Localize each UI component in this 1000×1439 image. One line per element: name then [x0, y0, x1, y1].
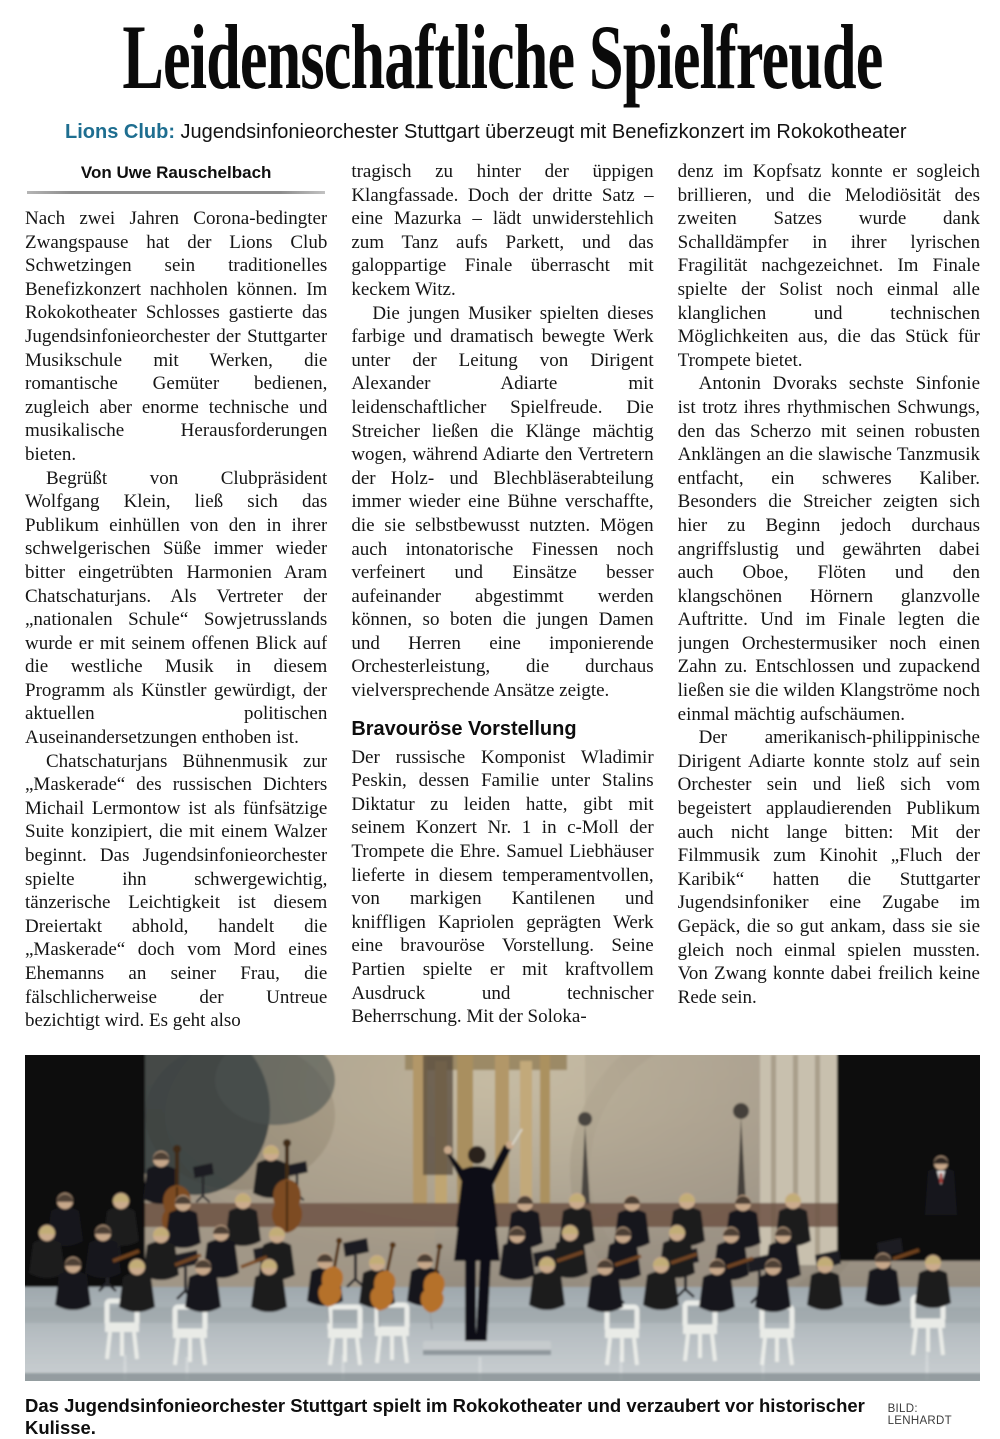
paragraph: Chatschaturjans Bühnenmusik zur „Maskerade“ des russischen Dichters Michail Lermontow ist als fünfsätzige Suite konzipiert, die mit einem Walzer beginnt. Das Jugendsinfonieorchester spielte ihn schwergewichtig, tänzerische Leichtigkeit ist diesem Dreiertakt abhold, handelt die „Maskerade“ doch vom Mord eines Ehemanns an seiner Frau, die fälschlicherweise der Untreue bezichtigt wird. Es geht also — [25, 750, 328, 1032]
paragraph: Der russische Komponist Wladimir Peskin, dessen Familie unter Stalins Diktatur zu leiden hatte, gibt mit seinem Konzert Nr. 1 in c-Moll der Trompete die Ehre. Samuel Liebhäuser lieferte in diesem temperamentvollen, von markigen Kantilenen und kniffligen Kapriolen geprägten Werk eine bravouröse Vorstellung. Seine Partien spielte er mit kraftvollem Ausdruck und technischer Beherrschung. Mit der Soloka- — [351, 746, 654, 1028]
paragraph: denz im Kopfsatz konnte er sogleich brillieren, und die Melodiösität des zweiten Satzes wurde dank Schalldämpfer in ihrer lyrischen Fragilität nachgezeichnet. Im Finale spielte der Solist noch einmal alle klanglichen und technischen Möglichkeiten aus, die das Stück für Trompete bietet. — [677, 161, 980, 371]
paragraph: Nach zwei Jahren Corona-bedingter Zwangspause hat der Lions Club Schwetzingen sein traditionelles Benefizkonzert nachholen können. Im Rokokotheater Schlosses gastierte das Jugendsinfonieorchester der Stuttgarter Musikschule mit Werken, die romantische Gemüter bedienen, zugleich aber enorme technische und musikalische Herausforderungen bieten. — [25, 208, 328, 465]
headline-wrap — [25, 6, 980, 110]
orchestra-photo — [25, 1055, 980, 1381]
byline-rule — [27, 191, 325, 194]
orchestra-photo-illustration — [25, 1055, 980, 1381]
article-title: Leidenschaftliche Spielfreude — [122, 7, 883, 109]
paragraph: tragisch zu hinter der üppigen Klangfassade. Doch der dritte Satz – eine Mazurka – lädt unwiderstehlich zum Tanz aufs Parkett, und das galoppartige Finale überrascht mit keckem Witz. — [351, 161, 654, 300]
subtitle-text: Jugendsinfonieorchester Stuttgart überzeugt mit Benefizkonzert im Rokokotheater — [180, 121, 907, 143]
article-columns — [25, 160, 980, 1034]
article-photo — [25, 1055, 980, 1439]
paragraph: Antonin Dvoraks sechste Sinfonie ist trotz ihres rhythmischen Schwungs, den das Scherzo mit seinen robusten Anklängen an die slawische Tanzmusik entfacht, ein schweres Kaliber. Besonders die Streicher zeigten sich hier zu Beginn jedoch durchaus angriffslustig und gewährten dabei auch Oboe, Flöten und den klangschönen Hörnern glanzvolle Auftritte. Und im Finale legten die jungen Orchestermusiker noch einen Zahn zu. Entschlossen und zupackend ließen sie die wilden Klangströme noch einmal mächtig aufschäumen. — [677, 373, 980, 725]
column-2 — [351, 160, 653, 1034]
subtitle-line — [25, 120, 980, 144]
photo-scene — [25, 1055, 980, 1381]
right-stage-wing — [837, 1055, 980, 1261]
paragraph: Begrüßt von Clubpräsident Wolfgang Klein, ließ sich das Publikum einhüllen von den in ihrer schwelgerischen Süße immer wieder bitter eingetrübten Harmonien Aram Chatschaturjans. Als Vertreter der „nationalen Schule“ Sowjetrusslands wurde er mit seinem offenen Blick auf die westliche Musik in diesem Programm als Künstler gewürdigt, der aktuellen politischen Auseinandersetzungen enthoben ist. — [25, 467, 328, 749]
paragraph: Die jungen Musiker spielten dieses farbige und dramatisch bewegte Werk unter der Leitung von Dirigent Alexander Adiarte mit leidenschaftlicher Spielfreude. Die Streicher ließen die Klänge mächtig wogen, während Adiarte den Vertretern der Holz- und Blechbläserabteilung immer wieder eine Bühne verschaffte, die sie selbstbewusst nutzten. Mögen auch intonatorische Finessen noch verfeinert und Einsätze besser aufeinander abgestimmt werden können, so boten die jungen Damen und Herren eine imponierende Orchesterleistung, die durchaus vielversprechende Ansätze zeigte. — [351, 302, 654, 702]
byline: Von Uwe Rauschelbach — [80, 163, 272, 182]
column-3 — [678, 160, 980, 1034]
photo-caption-row — [25, 1395, 980, 1439]
kicker-label: Lions Club: — [65, 121, 175, 143]
subheading: Bravouröse Vorstellung — [351, 717, 577, 740]
photo-caption: Das Jugendsinfonieorchester Stuttgart spielt im Rokokotheater und verzaubert vor historischer Kulisse. — [25, 1395, 865, 1438]
photo-credit: BILD: LENHARDT — [887, 1403, 952, 1427]
column-1 — [25, 160, 327, 1034]
paragraph: Der amerikanisch-philippinische Dirigent Adiarte konnte stolz auf sein Orchester sein und ließ sich vom begeistert applaudierenden Publikum auch nicht lange bitten: Mit der Filmmusik zum Kinohit „Fluch der Karibik“ hatten die Stuttgarter Jugendsinfoniker eine Zugabe im Gepäck, die so gut ankam, dass sie sie gleich noch einmal spielen mussten. Von Zwang konnte dabei freilich keine Rede sein. — [677, 727, 980, 1008]
